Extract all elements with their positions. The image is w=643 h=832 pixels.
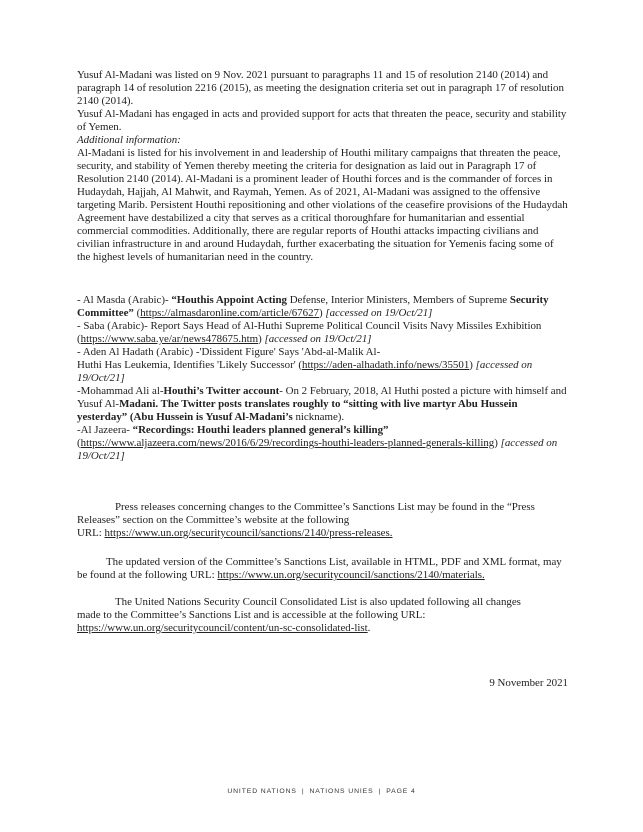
paren-open: ( [133, 307, 141, 319]
footer-united-nations: UNITED NATIONS [227, 788, 297, 795]
source-al-masda-title: “Houthis Appoint Acting [171, 294, 287, 306]
source-al-masda-title-2: Security Committee” [77, 294, 549, 319]
sources-section [77, 294, 569, 463]
paren-close: ) [318, 307, 326, 319]
source-al-masda [77, 294, 569, 320]
source-aden-link[interactable]: https://aden-alhadath.info/news/35501 [302, 359, 470, 371]
paren-close: ) [469, 359, 476, 371]
paren-open: ( [77, 437, 81, 449]
footer-nations-unies: NATIONS UNIES [309, 788, 374, 795]
source-saba-text: - Saba (Arabic)- Report Says Head of Al-Huthi Supreme Political Council Visits Navy Missiles Exhibition ( [77, 320, 542, 345]
paren-close: ) [494, 437, 501, 449]
updated-list-text-2: updated version of the Committee’s Sanctions List, [125, 556, 349, 568]
source-twitter [77, 385, 569, 424]
consolidated-list-text-2: made to the Committee’s Sanctions List and is accessible at the following URL: [77, 609, 426, 621]
page-footer [0, 785, 643, 798]
footer-separator: | [301, 788, 305, 795]
source-al-jazeera [77, 424, 569, 463]
source-aden-line2: Huthi Has Leukemia, Identifies 'Likely Successor' ( [77, 359, 303, 371]
consolidated-list-note [77, 596, 569, 635]
source-al-jazeera-prefix: -Al Jazeera- [77, 424, 133, 436]
source-al-jazeera-link[interactable]: https://www.aljazeera.com/news/2016/6/29/recordings-houthi-leaders-planned-generals-killing [80, 437, 495, 449]
updated-list-note [77, 556, 569, 582]
additional-info-heading: Additional information: [77, 134, 181, 146]
listing-section [77, 69, 569, 264]
updated-list-text: The [106, 556, 126, 568]
source-al-masda-link[interactable]: https://almasdaronline.com/article/67627 [140, 307, 319, 319]
updated-list-paragraph [77, 556, 569, 582]
press-releases-link[interactable]: https://www.un.org/securitycouncil/sanctions/2140/press-releases. [104, 527, 393, 539]
source-twitter-end: nickname). [292, 411, 345, 423]
source-aden-al-hadath [77, 346, 569, 385]
consolidated-list-paragraph [77, 596, 569, 635]
source-twitter-translation: Madani. The Twitter posts translates roughly to “sitting with live martyr Abu Hussein yesterday” (Abu Hussein is Yusuf Al-Madani’s [77, 398, 518, 423]
source-al-masda-prefix: - Al Masda (Arabic)- [77, 294, 172, 306]
materials-link[interactable]: https://www.un.org/securitycouncil/sanctions/2140/materials. [217, 569, 485, 581]
source-saba-link[interactable]: https://www.saba.ye/ar/news478675.htm [80, 333, 259, 345]
press-release-text: Press releases concerning changes to [115, 501, 278, 513]
footer-page-number: PAGE 4 [386, 788, 416, 795]
updated-list-text-3: available in HTML, PDF and XML format, may be found at the following URL: [77, 556, 562, 581]
paren-close: ) [258, 333, 265, 345]
source-twitter-account: Houthi’s Twitter account [163, 385, 280, 397]
source-aden-line1: - Aden Al Hadath (Arabic) -'Dissident Figure' Says 'Abd-al-Malik Al- [77, 346, 381, 358]
press-release-text-2: the Committee’s Sanctions List may be found in the “Press Releases” section on the Committee’s website at the following [77, 501, 535, 526]
listing-paragraph: Yusuf Al-Madani was listed on 9 Nov. 2021 pursuant to paragraphs 11 and 15 of resolution 2140 (2014) and paragraph 14 of resolution 2216 (2015), as meeting the designation criteria set out in paragraph 17 of resolution 2140 (2014). [77, 69, 564, 107]
source-twitter-text: - On 2 February, 2018, Al Huthi posted a picture with himself and Yusuf Al- [77, 385, 567, 410]
source-al-jazeera-accessed: [accessed on 19/Oct/21] [77, 437, 558, 462]
footer-separator: | [378, 788, 382, 795]
source-al-masda-accessed: [accessed on 19/Oct/21] [325, 307, 433, 319]
consolidated-list-link[interactable]: https://www.un.org/securitycouncil/content/un-sc-consolidated-list [77, 622, 368, 634]
consolidated-list-text: The United Nations Security Council Consolidated List is also updated following all changes [115, 596, 521, 608]
source-twitter-prefix: -Mohammad Ali al- [77, 385, 164, 397]
source-al-jazeera-title: “Recordings: Houthi leaders planned general’s killing” [132, 424, 389, 436]
press-release-note [77, 501, 569, 540]
url-label: URL: [77, 527, 105, 539]
press-release-paragraph [77, 501, 569, 540]
period: . [367, 622, 371, 634]
source-aden-accessed: [accessed on 19/Oct/21] [77, 359, 533, 384]
additional-info-paragraph: Al-Madani is listed for his involvement in and leadership of Houthi military campaigns that threaten the peace, security, and stability of Yemen thereby meeting the criteria for designation as laid out in Paragraph 17 of Resolution 2140 (2014). Al-Madani is a prominent leader of Houthi forces and is the commander of forces in Hudaydah, Hajjah, Al Mahwit, and Raymah, Yemen. As of 2021, Al-Madani was assigned to the offensive targeting Marib. Persistent Houthi repositioning and other violations of the ceasefire provisions of the Hudaydah Agreement have destabilized a city that serves as a critical thoroughfare for humanitarian and essential commercial commodities. Additionally, there are regular reports of Houthi attacks impacting civilians and civilian infrastructure in and around Hudaydah, further exacerbating the situation for Yemenis facing some of the highest levels of humanitarian need in the country. [77, 147, 568, 263]
document-date: 9 November 2021 [489, 677, 568, 689]
source-al-masda-title-rest: Defense, Interior Ministers, Members of Supreme [286, 294, 508, 306]
engagement-paragraph: Yusuf Al-Madani has engaged in acts and provided support for acts that threaten the peace, security and stability of Yemen. [77, 108, 567, 133]
source-saba [77, 320, 569, 346]
source-saba-accessed: [accessed on 19/Oct/21] [264, 333, 372, 345]
